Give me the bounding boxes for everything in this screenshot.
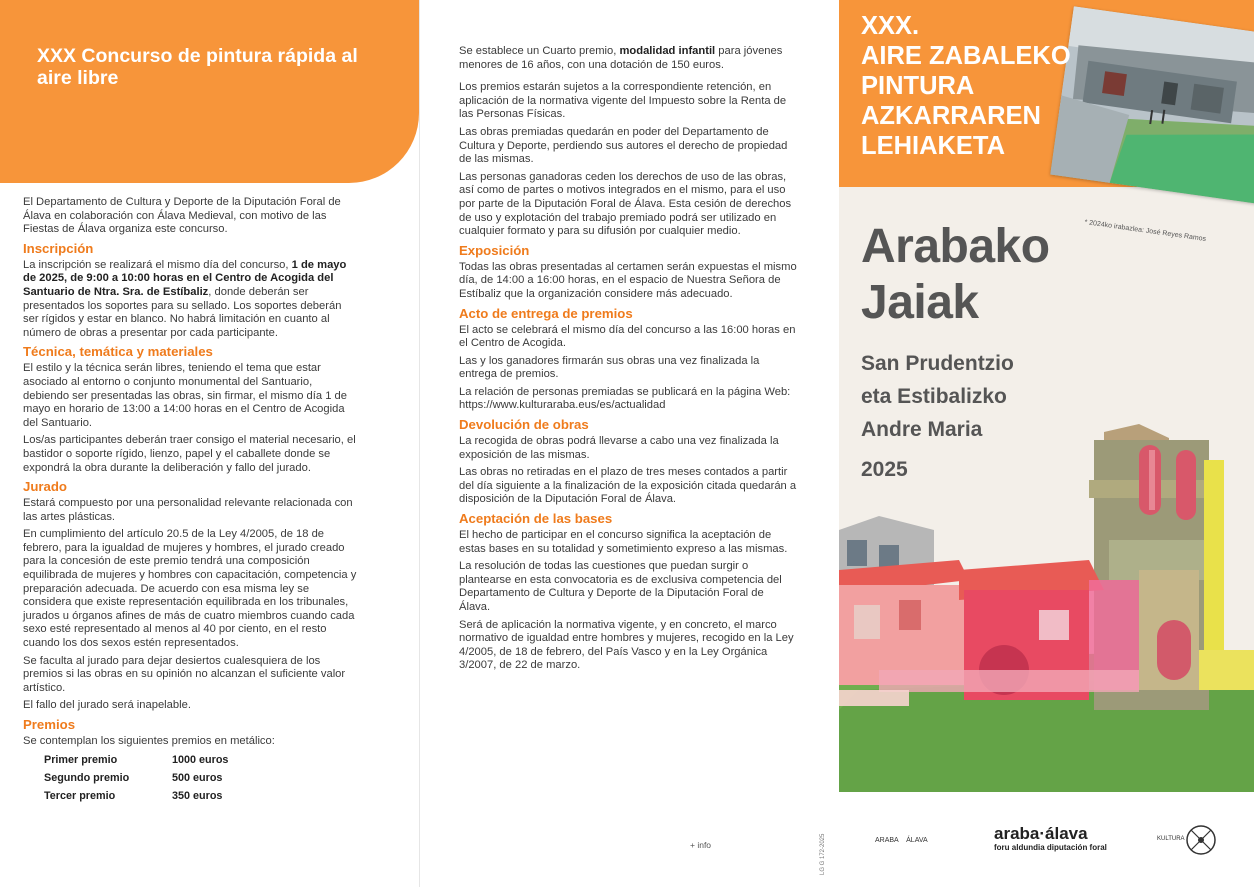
aceptacion-paragraph-2: La resolución de todas las cuestiones que puedan surgir o plantearse en esta convocatoria es de exclusiva competencia del Departamento de Cultura y Deporte de la Diputación Foral de Álava. [459, 560, 782, 613]
jurado-paragraph-1: Estará compuesto por una personalidad relevante relacionada con las artes plásticas. [23, 497, 353, 523]
jurado-paragraph-3: Se faculta al jurado para dejar desiertos cualesquiera de los premios si las obras en su opinión no alcanzan el suficiente valor artístico. [23, 654, 346, 694]
jurado-paragraph-4: El fallo del jurado será inapelable. [23, 699, 191, 712]
basque-title-line: PINTURA [861, 72, 975, 100]
intro-paragraph: El Departamento de Cultura y Deporte de la Diputación Foral de Álava en colaboración con Álava Medieval, con motivo de las Fiestas de Álava organiza este concurso. [23, 196, 341, 236]
logo2-sub: foru aldundia diputación foral [994, 843, 1107, 852]
prize-amount: 1000 euros [172, 753, 229, 766]
cover-big-title [861, 219, 1050, 331]
heading-aceptacion: Aceptación de las bases [459, 511, 613, 527]
cover-year: 2025 [861, 458, 908, 481]
big-title-line: Arabako [861, 220, 1050, 273]
basque-title-line: AIRE ZABALEKO [861, 42, 1071, 70]
diputacion-foral-logo [994, 824, 1107, 852]
sanctuary-illustration [839, 420, 1254, 792]
basque-title [861, 11, 1081, 161]
heading-devolucion: Devolución de obras [459, 417, 589, 433]
left-text-column [23, 196, 360, 805]
photo-caption: * 2024ko irabazlea: José Reyes Ramos [1084, 219, 1207, 243]
prize-amount: 500 euros [172, 771, 223, 784]
inscripcion-text-c: , donde deberán ser presentados los soportes para su sellado. Los soportes deberán ser rígidos y estar en blanco. No habrá limitación en cuanto al número de obras a presentar por cada participante. [23, 285, 342, 339]
tecnica-paragraph-1: El estilo y la técnica serán libres, teniendo el tema que estar asociado al entorno o conjunto monumental del Santuario, debiendo ser presentadas las obras, sin firmar, el mismo día 1 de mayo en horario de 13:00 a 14:00 horas en el Centro de Acogida del Santuario. [23, 362, 347, 429]
tecnica-paragraph-2: Los/as participantes deberán traer consigo el material necesario, el bastidor o soporte rígido, lienzo, papel y el caballete donde se expondrá la obra durante la deliberación y fallo del jurado. [23, 434, 356, 474]
left-panel [0, 0, 419, 887]
plus-info-label: + info [690, 840, 712, 850]
inscripcion-text-a: La inscripción se realizará el mismo día del concurso, [23, 258, 292, 271]
kultura-star-icon [1185, 824, 1217, 856]
heading-acto: Acto de entrega de premios [459, 305, 633, 321]
cuarto-text-a: Se establece un Cuarto premio, [459, 45, 620, 57]
middle-panel [419, 0, 839, 887]
prize-name: Primer premio [44, 753, 118, 766]
aceptacion-paragraph-1: El hecho de participar en el concurso significa la aceptación de estas bases en su totalidad y sometimiento expreso a las mismas. [459, 529, 788, 555]
inscripcion-text-bold: 1 de mayo de 2025, de 9:00 a 10:00 horas en el Centro de Acogida del Santuario de Ntra. Sra. de Estíbaliz [23, 258, 347, 298]
retencion-paragraph: Los premios estarán sujetos a la correspondiente retención, en aplicación de la normativa vigente del Impuesto sobre la Renta de las Personas Físicas. [459, 81, 787, 121]
logo1-line2: ÁLAVA [906, 837, 928, 844]
cover-panel [839, 0, 1254, 887]
heading-premios: Premios [23, 717, 76, 732]
logo3-text: KULTURA [1157, 836, 1185, 842]
devolucion-paragraph-1: La recogida de obras podrá llevarse a cabo una vez finalizada la exposición de las mismas. [459, 435, 779, 461]
logos-strip [839, 792, 1254, 887]
prize-name: Tercer premio [44, 789, 116, 802]
jurado-paragraph-2: En cumplimiento del artículo 20.5 de la Ley 4/2005, de 18 de febrero, para la igualdad de mujeres y hombres, el jurado creado para la concesión de este premio tendrá una composición equilibrada de mujeres y hombres con capacitación, competencia y preparación adecuada. De acuerdo con esa misma ley se considera que existe representación equilibrada en los tribunales, jurados u órganos afines de más de cuatro miembros cuando cada sexo esté representado al menos al 40 por ciento, en el resto cuando los dos sexos estén representados. [23, 528, 357, 650]
prize-amount: 350 euros [172, 789, 223, 802]
big-title-line: Jaiak [861, 276, 979, 329]
heading-inscripcion: Inscripción [23, 240, 94, 256]
araba-alava-medieval-logo [875, 836, 928, 845]
acto-paragraph-2: Las y los ganadores firmarán sus obras una vez finalizada la entrega de premios. [459, 354, 760, 381]
cuarto-text-bold: modalidad infantil [619, 45, 716, 57]
premios-paragraph: Se contemplan los siguientes premios en metálico: [23, 735, 275, 747]
heading-tecnica: Técnica, temática y materiales [23, 344, 213, 360]
cuarto-premio-paragraph [459, 45, 797, 72]
header-title: XXX Concurso de pintura rápida al aire libre [37, 45, 358, 89]
inscripcion-paragraph [23, 259, 360, 341]
cuarto-text-c: para jóvenes menores de 16 años, con una dotación de 150 euros. [459, 45, 783, 71]
orange-header [0, 0, 419, 183]
basque-title-line: LEHIAKETA [861, 132, 1006, 160]
middle-text-column [459, 45, 797, 677]
logo2-word: araba·álava [994, 824, 1088, 843]
legal-deposit: LG G 172-2025 [820, 833, 826, 875]
prize-row [23, 769, 360, 787]
poder-paragraph: Las obras premiadas quedarán en poder del Departamento de Cultura y Deporte, perdiendo sus autores el derecho de propiedad de las mismas. [459, 125, 788, 166]
basque-title-line: AZKARRAREN [861, 102, 1041, 130]
subtitle-line: Andre Maria [861, 418, 983, 441]
kultura-araba-logo [1157, 824, 1217, 858]
subtitle-line: eta Estibalizko [861, 385, 1007, 408]
prize-row [23, 751, 360, 769]
devolucion-paragraph-2: Las obras no retiradas en el plazo de tres meses contados a partir del día siguiente a la finalización de la exposición citada quedarán a disposición de la Diputación Foral de Álava. [459, 466, 797, 506]
prize-name: Segundo premio [44, 771, 130, 784]
heading-jurado: Jurado [23, 479, 67, 495]
derechos-paragraph: Las personas ganadoras ceden los derechos de uso de las obras, así como de partes o motivos integrados en el mismo, para el uso por parte de la Diputación Foral de Álava. Esta cesión de derechos de uso y explotación del trabajo premiado podrá ser utilizado en cualquier formato y para su difusión por cualquier medio. [459, 170, 792, 238]
exposicion-paragraph: Todas las obras presentadas al certamen serán expuestas el mismo día, de 14:00 a 16:00 horas, en el espacio de Nuestra Señora de Estíbaliz que la organización considere más adecuado. [459, 260, 797, 300]
aceptacion-paragraph-3: Será de aplicación la normativa vigente, y en concreto, el marco normativo de igualdad entre hombres y mujeres, recogido en la Ley 4/2005, de 18 de febrero, del País Vasco y en la Ley Orgánica 3/2007, de 22 de marzo. [459, 618, 794, 672]
prize-row [23, 787, 360, 805]
logo1-line1: ARABA [875, 837, 899, 844]
heading-exposicion: Exposición [459, 242, 530, 258]
acto-paragraph-1: El acto se celebrará el mismo día del concurso a las 16:00 horas en el Centro de Acogida. [459, 323, 796, 350]
basque-title-line: XXX. [861, 12, 920, 40]
subtitle-line: San Prudentzio [861, 352, 1014, 375]
acto-paragraph-3: La relación de personas premiadas se publicará en la página Web: https://www.kulturaraba.eus/es/actualidad [459, 385, 791, 412]
